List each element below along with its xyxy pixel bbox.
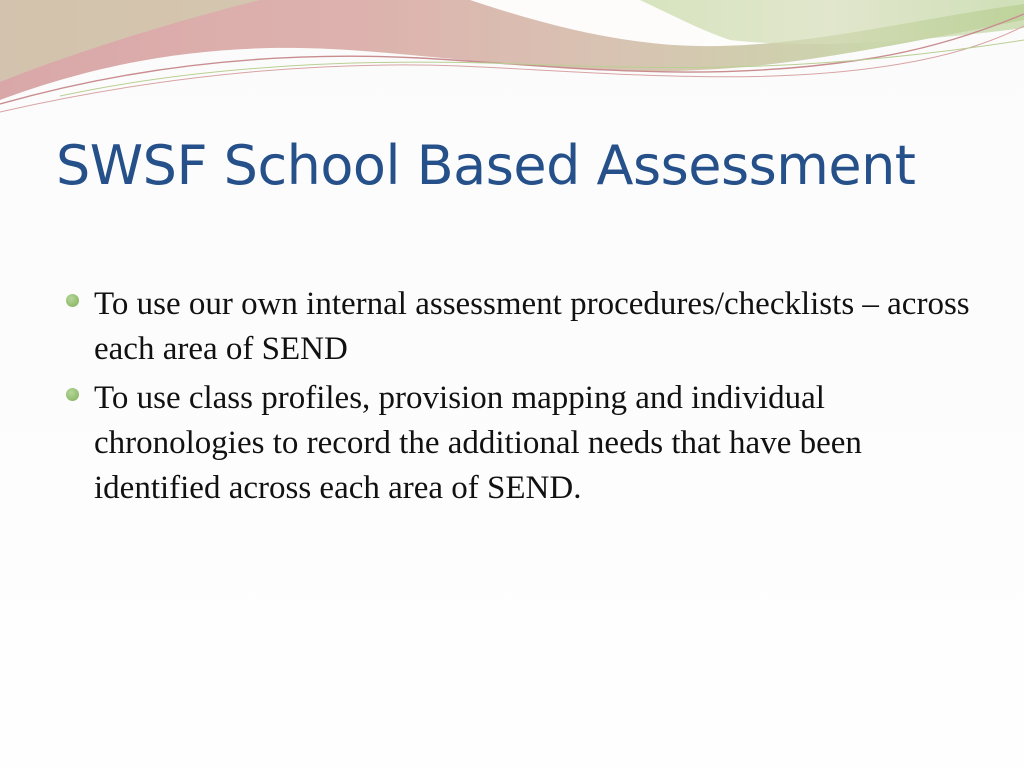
bullet-dot-icon xyxy=(66,294,79,307)
bullet-item xyxy=(60,282,980,372)
bullet-list xyxy=(60,282,980,515)
bullet-text: To use our own internal assessment procedures/checklists – across each area of SEND xyxy=(94,286,970,367)
bullet-text: To use class profiles, provision mapping and individual chronologies to record the additional needs that have been identified across each area of SEND. xyxy=(94,380,862,506)
slide-title: SWSF School Based Assessment xyxy=(56,134,916,197)
bullet-item xyxy=(60,376,980,511)
decorative-banner xyxy=(0,0,1024,130)
bullet-dot-icon xyxy=(66,388,79,401)
